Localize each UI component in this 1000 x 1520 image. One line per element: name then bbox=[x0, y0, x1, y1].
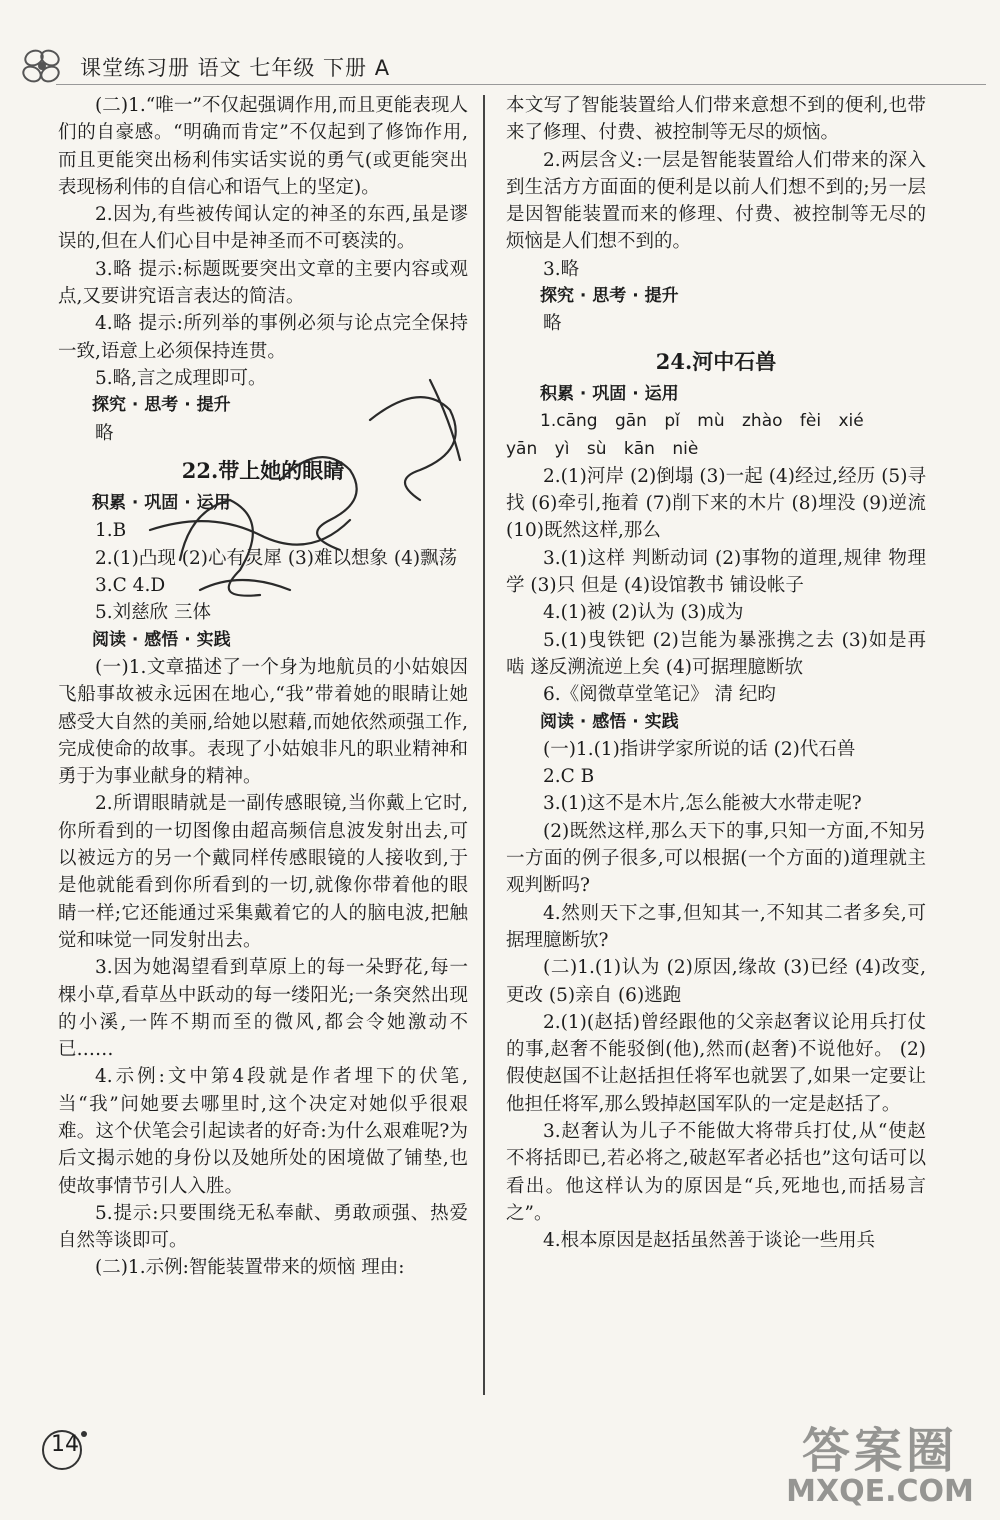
answer-line: 2.因为,有些被传闻认定的神圣的东西,虽是谬误的,但在人们心目中是神圣而不可亵渎的。 bbox=[58, 204, 468, 253]
left-column bbox=[58, 92, 468, 1282]
answer-line: 3.赵奢认为儿子不能做大将带兵打仗,从“使赵不将括即已,若必将之,破赵军者必括也”这句话可以看出。他这样认为的原因是“兵,死地也,而括易言之”。 bbox=[506, 1120, 926, 1224]
answer-line: 3.因为她渴望看到草原上的每一朵野花,每一棵小草,看草丛中跃动的每一缕阳光;一条突然出现的小溪,一阵不期而至的微风,都会令她激动不已…… bbox=[58, 957, 468, 1061]
answer-line: 本文写了智能装置给人们带来意想不到的便利,也带来了修理、付费、被控制等无尽的烦恼。 bbox=[506, 95, 926, 144]
answer-line: 2.(1)河岸 (2)倒塌 (3)一起 (4)经过,经历 (5)寻找 (6)牵引,拖着 (7)削下来的木片 (8)埋没 (9)逆流 (10)既然这样,那么 bbox=[506, 465, 926, 542]
answer-line: 4.略 提示:所列举的事例必须与论点完全保持一致,语意上必须保持连贯。 bbox=[58, 313, 468, 362]
section-heading: 阅读 · 感悟 · 实践 bbox=[540, 711, 679, 732]
answer-line: 略 bbox=[543, 313, 562, 335]
answer-line: 2.(1)(赵括)曾经跟他的父亲赵奢议论用兵打仗的事,赵奢不能驳倒(他),然而(赵奢)不说他好。 (2)假使赵国不让赵括担任将军也就罢了,如果一定要让他担任将军,那么毁掉赵国军队的一定是赵括了。 bbox=[506, 1011, 926, 1115]
book-title: 课堂练习册 语文 七年级 下册 A bbox=[80, 56, 391, 80]
watermark-logo-text: 答案圈 bbox=[801, 1423, 958, 1479]
answer-line: 3.(1)这不是木片,怎么能被大水带走呢? bbox=[543, 793, 862, 815]
answer-line: 5.刘慈欣 三体 bbox=[95, 602, 212, 624]
section-heading: 积累 · 巩固 · 运用 bbox=[92, 493, 231, 514]
right-column bbox=[506, 92, 926, 1254]
watermark bbox=[770, 1400, 990, 1510]
section-heading: 阅读 · 感悟 · 实践 bbox=[92, 629, 231, 650]
lesson-title: 22.带上她的眼睛 bbox=[181, 457, 345, 483]
answer-line: 4.(1)被 (2)认为 (3)成为 bbox=[543, 602, 744, 624]
header-rule bbox=[56, 84, 986, 85]
answer-line: 5.略,言之成理即可。 bbox=[95, 367, 267, 389]
answer-line: (一)1.(1)指讲学家所说的话 (2)代石兽 bbox=[543, 738, 856, 760]
answer-line: 6.《阅微草堂笔记》 清 纪昀 bbox=[543, 684, 776, 706]
answer-line: (二)1.“唯一”不仅起强调作用,而且更能表现人们的自豪感。“明确而肯定”不仅起到了修饰作用,而且更能突出杨利伟实话实说的勇气(或更能突出表现杨利伟的自信心和语气上的坚定)。 bbox=[58, 95, 468, 198]
answer-line: (2)既然这样,那么天下的事,只知一方面,不知另一方面的例子很多,可以根据(一个方面的)道理就主观判断吗? bbox=[506, 820, 926, 897]
answer-line: 3.C 4.D bbox=[95, 575, 166, 597]
answer-line: 1.cāng gān pǐ mù zhào fèi xié bbox=[540, 411, 864, 432]
answer-line: (二)1.示例:智能装置带来的烦恼 理由: bbox=[95, 1257, 405, 1279]
section-heading: 探究 · 思考 · 提升 bbox=[540, 286, 679, 307]
answer-line: 2.两层含义:一层是智能装置给人们带来的深入到生活方方面面的便利是以前人们想不到的;另一层是因智能装置而来的修理、付费、被控制等无尽的烦恼是人们想不到的。 bbox=[506, 149, 926, 253]
answer-line: (二)1.(1)认为 (2)原因,缘故 (3)已经 (4)改变,更改 (5)亲自 (6)逃跑 bbox=[506, 957, 926, 1006]
answer-line: 2.所谓眼睛就是一副传感眼镜,当你戴上它时,你所看到的一切图像由超高频信息波发射出去,可以被远方的另一个戴同样传感眼镜的人接收到,于是他就能看到你所看到的一切,就像你带着他的眼睛一样;它还能通过采集戴着它的人的脑电波,把触觉和味觉一同发射出去。 bbox=[58, 793, 468, 951]
answer-line: 4.示例:文中第4段就是作者埋下的伏笔,当“我”问她要去哪里时,这个决定对她似乎很艰难。这个伏笔会引起读者的好奇:为什么艰难呢?为后文揭示她的身份以及她所处的困境做了铺垫,也使故事情节引人入胜。 bbox=[58, 1066, 468, 1197]
answer-line: 5.(1)曳铁钯 (2)岂能为暴涨携之去 (3)如是再啮 遂反溯流逆上矣 (4)可据理臆断欤 bbox=[506, 629, 926, 678]
answer-line: 4.然则天下之事,但知其一,不知其二者多矣,可据理臆断欤? bbox=[506, 902, 926, 951]
column-divider bbox=[483, 95, 485, 1395]
answer-line: 5.提示:只要围绕无私奉献、勇敢顽强、热爱自然等谈即可。 bbox=[58, 1202, 468, 1252]
answer-line: 略 bbox=[95, 422, 114, 444]
lesson-title: 24.河中石兽 bbox=[655, 348, 777, 374]
section-heading: 探究 · 思考 · 提升 bbox=[92, 395, 231, 416]
answer-line: 3.(1)这样 判断动词 (2)事物的道理,规律 物理学 (3)只 但是 (4)设馆教书 铺设帐子 bbox=[506, 547, 926, 597]
section-heading: 积累 · 巩固 · 运用 bbox=[540, 383, 679, 404]
answer-line: 2.C B bbox=[543, 766, 595, 788]
answer-line: 2.(1)凸现 (2)心有灵犀 (3)难以想象 (4)飘荡 bbox=[95, 547, 458, 569]
page-number bbox=[40, 1424, 90, 1474]
answer-line: (一)1.文章描述了一个身为地航员的小姑娘因飞船事故被永远困在地心,“我”带着她的眼睛让她感受大自然的美丽,给她以慰藉,而她依然顽强工作,完成使命的故事。表现了小姑娘非凡的职业精神和勇于为事业献身的精神。 bbox=[58, 656, 468, 788]
watermark-url: MXQE.COM bbox=[786, 1474, 974, 1509]
page-number-text: 14 bbox=[51, 1432, 79, 1457]
flower-logo-icon bbox=[18, 46, 66, 86]
handwritten-scribble-icon bbox=[120, 360, 500, 610]
answer-line: yān yì sù kān niè bbox=[506, 438, 699, 459]
answer-line: 3.略 提示:标题既要突出文章的主要内容或观点,又要讲究语言表达的简洁。 bbox=[58, 258, 468, 308]
answer-line: 4.根本原因是赵括虽然善于谈论一些用兵 bbox=[543, 1230, 876, 1252]
answer-line: 3.略 bbox=[543, 258, 580, 280]
page-header bbox=[18, 44, 438, 88]
answer-line: 1.B bbox=[95, 520, 127, 542]
